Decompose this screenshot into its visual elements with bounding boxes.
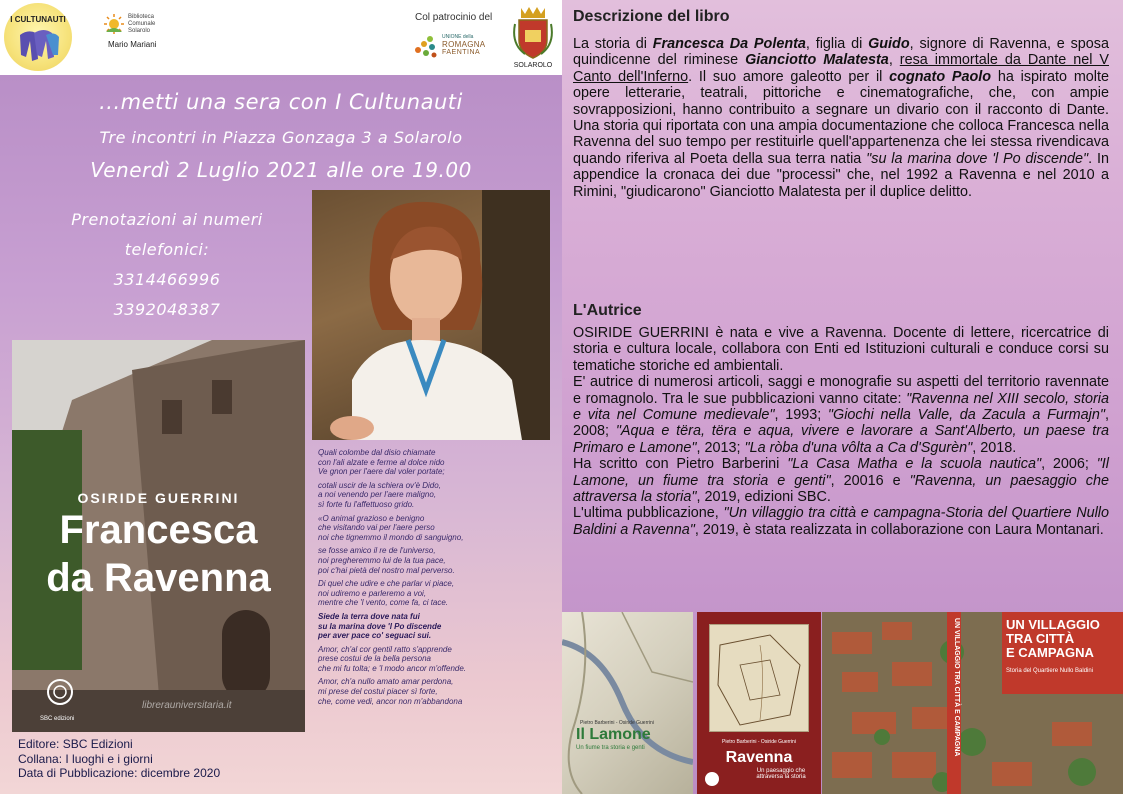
comune-label: SOLAROLO xyxy=(513,62,553,69)
dante-poem-excerpt xyxy=(318,448,558,710)
event-title: ...metti una sera con I Cultunauti xyxy=(99,90,463,114)
book-cover-title-2: da Ravenna xyxy=(46,556,271,600)
biblioteca-name: Mario Mariani xyxy=(108,40,157,49)
publisher: Editore: SBC Edizioni xyxy=(18,737,133,751)
book-cover-title-1: Francesca xyxy=(59,508,258,552)
author-portrait xyxy=(312,190,550,440)
lamone-subtitle: Un fiume tra storia e genti xyxy=(576,745,645,751)
villaggio-title: UN VILLAGGIO TRA CITTÀ E CAMPAGNA xyxy=(1006,617,1100,660)
poem-stanza-highlighted: Siede la terra dove nata fui su la marina dove 'l Po discende per aver pace co' seguaci sui. xyxy=(318,611,442,641)
publication-info xyxy=(18,737,220,781)
ravenna-authors: Pietro Barberini - Osiride Guerrini xyxy=(722,739,796,745)
author-section-text: OSIRIDE GUERRINI è nata e vive a Ravenna. Docente di lettere, ricercatrice di storia e cultura locale, collabora con Enti ed Istituzioni culturali e conduce corsi su tematiche storiche ed ambientali. E' autrice di numerosi articoli, saggi e monografie su aspetti del territorio ravennate e romagnolo. Tra le sue pubblicazioni vanno citate: "Ravenna nel XIII secolo, storia e vita nel Comune medievale", 1993; "Giochi nella Valle, da Zacula a Furmajn", 2008; "Aqua e tëra, tëra e aqua, vivere e lavorare a Sant'Alberto, un paese tra Primaro e Lamone", 2013; "La ròba d'una vôlta a Ca d'Sgurèn", 2018. Ha scritto con Pietro Barberini "La Casa Matha e la scuola nautica", 2006; "Il Lamone, un fiume tra storia e genti", 20016 e "Ravenna, un paesaggio che attraversa la storia", 2019, edizioni SBC. L'ultima pubblicazione, "Un villaggio tra città e campagna-Storia del Quartiere Nullo Baldini a Ravenna", 2019, è stata realizzata in collaborazione con Laura Montanari. xyxy=(573,325,1110,538)
poem-stanza: Amor, ch'al cor gentil ratto s'apprende prese costui de la bella persona che mi fu tolta; e 'l modo ancor m'offende. xyxy=(318,644,467,673)
ravenna-map xyxy=(709,624,809,732)
villaggio-spine: UN VILLAGGIO TRA CITTÀ E CAMPAGNA xyxy=(953,618,960,757)
book-cover-ravenna xyxy=(697,612,821,794)
lamone-title: Il Lamone xyxy=(576,726,651,743)
comune-solarolo-crest xyxy=(508,2,558,74)
old-map-illustration xyxy=(710,625,810,733)
flyer-right-panel xyxy=(562,0,1123,794)
poem-stanza: Amor, ch'a nullo amato amar perdona, mi prese del costui piacer sì forte, che, come vedi, ancor non m'abbandona xyxy=(318,677,463,706)
book-cover-watermark: librerauniversitaria.it xyxy=(142,700,232,711)
portrait-illustration xyxy=(312,190,550,440)
unione-romagna-faentina-logo: UNIONE della ROMAGNA FAENTINA xyxy=(410,32,500,64)
poem-stanza: «O animal grazioso e benigno che visitando vai per l'aere perso noi che tignemmo il mondo di sanguigno, xyxy=(318,513,464,542)
poem-stanza: cotali uscir de la schiera ov'è Dido, a noi venendo per l'aere maligno, sì forte fu l'affettuoso grido. xyxy=(318,480,441,509)
event-date: Venerdì 2 Luglio 2021 alle ore 19.00 xyxy=(90,158,472,182)
ravenna-subtitle: Un paesaggio che attraversa la storia xyxy=(756,768,806,780)
phone-number-2: 3392048387 xyxy=(113,300,221,319)
book-cover-francesca xyxy=(12,340,305,732)
lamone-authors: Pietro Barberini - Osiride Guerrini xyxy=(580,720,654,726)
book-cover-author: OSIRIDE GUERRINI xyxy=(77,490,240,506)
series: Collana: I luoghi e i giorni xyxy=(18,751,153,766)
phone-number-1: 3314466996 xyxy=(113,270,221,289)
book-cover-villaggio xyxy=(822,612,1123,794)
description-title: Descrizione del libro xyxy=(573,8,730,25)
ravenna-title: Ravenna xyxy=(725,749,793,766)
poem-stanza: Quali colombe dal disio chiamate con l'ali alzate e ferme al dolce nido Ve gnon per l'aere dal voler portate; xyxy=(318,448,445,477)
book-cover-lamone xyxy=(562,612,693,794)
cultunauti-logo xyxy=(4,3,72,71)
cultunauti-figures-icon xyxy=(18,27,60,63)
event-subtitle: Tre incontri in Piazza Gonzaga 3 a Solarolo xyxy=(99,128,463,147)
description-text: La storia di Francesca Da Polenta, figlia di Guido, signore di Ravenna, e sposa quindicenne del riminese Gianciotto Malatesta, resa immortale da Dante nel V Canto dell'Inferno. Il suo amore galeotto per il cognato Paolo ha ispirato molte opere letterarie, teatrali, pittoriche e cinematografiche, che, con ampie sovrapposizioni, hanno contribuito a segnare un divario con il racconto di Dante. Una storia qui riportata con una ampia documentazione che colloca Francesca nella Ravenna del suo tempo per restituirle quell'appartenenza che lei stessa rivendicava quando riferiva al Poeta della sua terra natia "su la marina dove 'l Po discende". In appendice la cronaca dei due "processi" che, nel 1992 a Ravenna e nel 2010 a Rimini, "giudicarono" Gianciotto Malatesta per il duplice delitto. xyxy=(573,36,1110,200)
unione-dots-icon xyxy=(412,34,440,60)
booking-info xyxy=(22,205,312,325)
booking-line-2: telefonici: xyxy=(124,240,210,259)
author-section-title: L'Autrice xyxy=(573,302,642,319)
book-cover-publisher: SBC edizioni xyxy=(40,716,75,722)
crest-icon xyxy=(513,4,553,60)
patrocinio-label: Col patrocinio del xyxy=(415,12,493,23)
cultunauti-logo-text: I CULTUNAUTI xyxy=(10,15,66,24)
villaggio-subtitle: Storia del Quartiere Nullo Baldini xyxy=(1006,668,1094,674)
poem-stanza: Di quel che udire e che parlar vi piace, noi udiremo e parleremo a voi, mentre che 'l vento, come fa, ci tace. xyxy=(318,579,455,608)
poem-stanza: se fosse amico il re de l'universo, noi pregheremmo lui de la tua pace, poi c'hai pietà del nostro mal perverso. xyxy=(318,546,455,575)
booking-line-1: Prenotazioni ai numeri xyxy=(71,210,263,229)
biblioteca-text: Biblioteca Comunale Solarolo xyxy=(128,14,156,34)
map-illustration xyxy=(562,612,693,794)
publisher-logo xyxy=(705,772,719,786)
biblioteca-logo xyxy=(100,12,180,62)
sun-icon xyxy=(104,14,124,34)
publication-date: Data di Pubblicazione: dicembre 2020 xyxy=(18,766,221,780)
logos-header xyxy=(0,0,562,75)
